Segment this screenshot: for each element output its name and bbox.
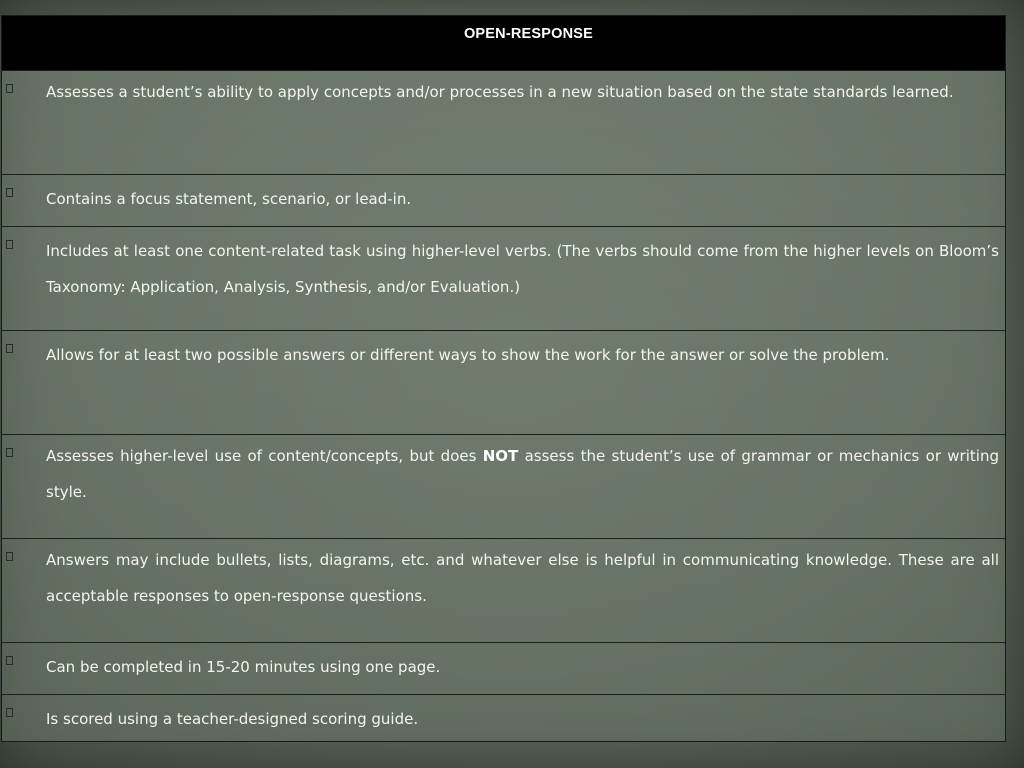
table-row: [2, 538, 1005, 642]
row-text: Allows for at least two possible answers or different ways to show the work for the answer or solve the problem.: [46, 346, 890, 364]
table-row: [2, 226, 1005, 330]
row-text: [46, 438, 999, 510]
open-response-table: [1, 15, 1006, 742]
bullet-icon: [6, 656, 13, 665]
bullet-icon: [6, 344, 13, 353]
table-row: [2, 694, 1005, 746]
table-row: [2, 174, 1005, 226]
table-row: [2, 642, 1005, 694]
row-text: Can be completed in 15-20 minutes using one page.: [46, 658, 441, 676]
table-row: [2, 70, 1005, 174]
emphasis-not: NOT: [482, 447, 519, 465]
row-text: Answers may include bullets, lists, diagrams, etc. and whatever else is helpful in communicating knowledge. These are all acceptable responses to open-response questions.: [46, 551, 999, 605]
table-row: [2, 330, 1005, 434]
row-text: Includes at least one content-related task using higher-level verbs. (The verbs should come from the higher levels on Bloom’s Taxonomy: Application, Analysis, Synthesis, and/or Evaluation.): [46, 242, 999, 296]
row-text: Is scored using a teacher-designed scoring guide.: [46, 710, 419, 728]
bullet-icon: [6, 552, 13, 561]
header-title: OPEN-RESPONSE: [463, 26, 594, 42]
bullet-icon: [6, 448, 13, 457]
table-header: [2, 16, 1005, 70]
row-text: Assesses a student’s ability to apply concepts and/or processes in a new situation based on the state standards learned.: [46, 83, 954, 101]
bullet-icon: [6, 188, 13, 197]
bullet-icon: [6, 240, 13, 249]
row-text-after: assess the student’s use of grammar or mechanics or writing style.: [46, 447, 999, 501]
row-text-before: Assesses higher-level use of content/concepts, but does: [46, 447, 477, 465]
row-text: Contains a focus statement, scenario, or lead-in.: [46, 190, 412, 208]
table-row: [2, 434, 1005, 538]
bullet-icon: [6, 708, 13, 717]
bullet-icon: [6, 84, 13, 93]
